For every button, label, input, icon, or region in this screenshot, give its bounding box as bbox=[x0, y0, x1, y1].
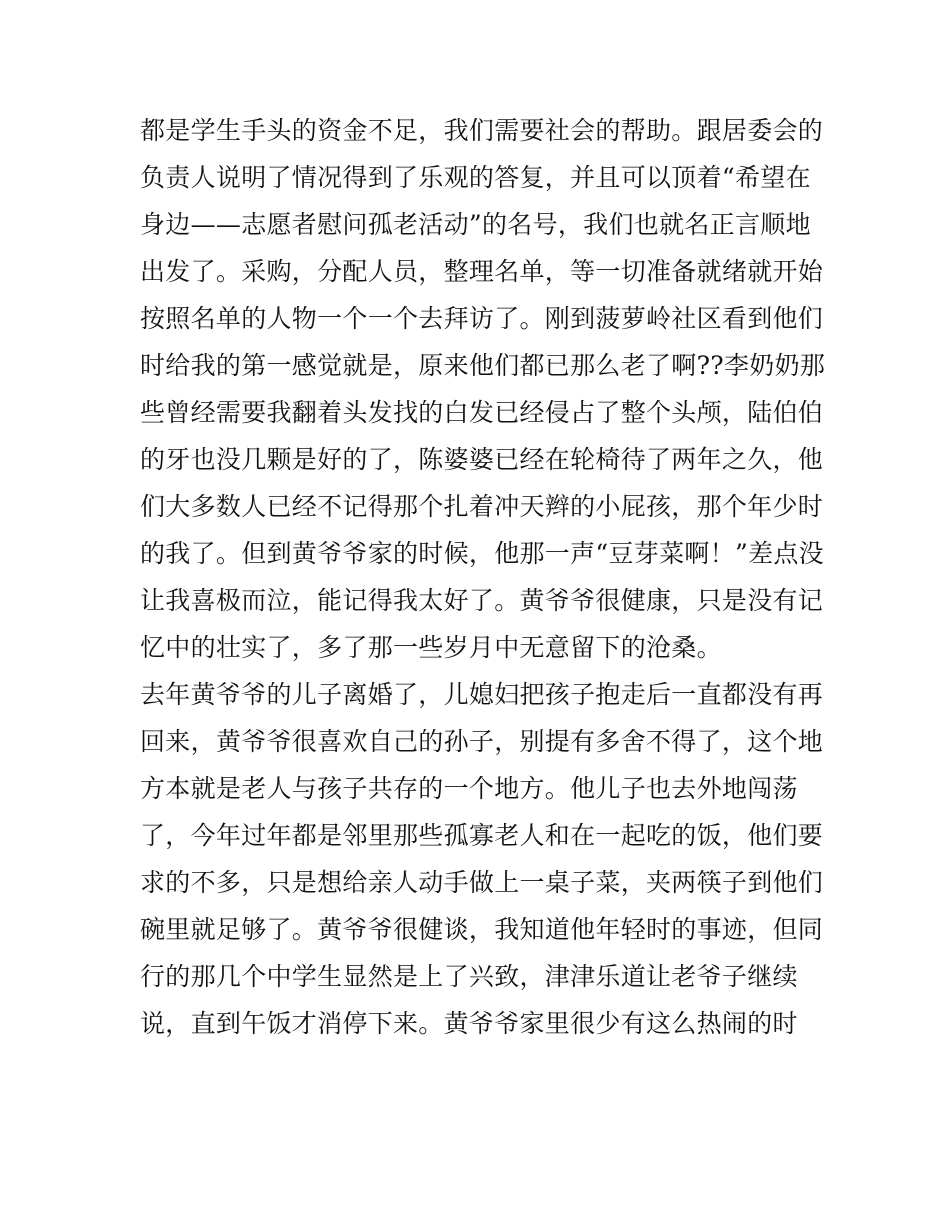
text-line: 让我喜极而泣，能记得我太好了。黄爷爷很健康，只是没有记 bbox=[140, 586, 824, 615]
text-line: 去年黄爷爷的儿子离婚了，儿媳妇把孩子抱走后一直都没有再 bbox=[140, 680, 824, 709]
text-line: 们大多数人已经不记得那个扎着冲天辫的小屁孩，那个年少时 bbox=[140, 492, 824, 521]
text-line: 回来，黄爷爷很喜欢自己的孙子，别提有多舍不得了，这个地 bbox=[140, 727, 824, 756]
text-line: 说，直到午饭才消停下来。黄爷爷家里很少有这么热闹的时 bbox=[140, 1009, 798, 1038]
text-line: 都是学生手头的资金不足，我们需要社会的帮助。跟居委会的 bbox=[140, 116, 824, 145]
text-line: 了，今年过年都是邻里那些孤寡老人和在一起吃的饭，他们要 bbox=[140, 821, 824, 850]
text-line: 负责人说明了情况得到了乐观的答复，并且可以顶着“希望在 bbox=[140, 163, 811, 192]
text-line: 忆中的壮实了，多了那一些岁月中无意留下的沧桑。 bbox=[140, 633, 722, 662]
text-line: 些曾经需要我翻着头发找的白发已经侵占了整个头颅，陆伯伯 bbox=[140, 398, 824, 427]
text-line: 时给我的第一感觉就是，原来他们都已那么老了啊??李奶奶那 bbox=[140, 351, 826, 380]
text-line: 求的不多，只是想给亲人动手做上一桌子菜，夹两筷子到他们 bbox=[140, 868, 824, 897]
text-line: 的我了。但到黄爷爷家的时候，他那一声“豆芽菜啊！”差点没 bbox=[140, 539, 824, 568]
text-line: 碗里就足够了。黄爷爷很健谈，我知道他年轻时的事迹，但同 bbox=[140, 915, 824, 944]
body-text bbox=[140, 107, 826, 1047]
text-line: 行的那几个中学生显然是上了兴致，津津乐道让老爷子继续 bbox=[140, 962, 798, 991]
text-line: 出发了。采购，分配人员，整理名单，等一切准备就绪就开始 bbox=[140, 257, 824, 286]
text-line: 按照名单的人物一个一个去拜访了。刚到菠萝岭社区看到他们 bbox=[140, 304, 824, 333]
text-line: 的牙也没几颗是好的了，陈婆婆已经在轮椅待了两年之久，他 bbox=[140, 445, 824, 474]
text-line: 身边——志愿者慰问孤老活动”的名号，我们也就名正言顺地 bbox=[140, 210, 811, 239]
text-line: 方本就是老人与孩子共存的一个地方。他儿子也去外地闯荡 bbox=[140, 774, 798, 803]
